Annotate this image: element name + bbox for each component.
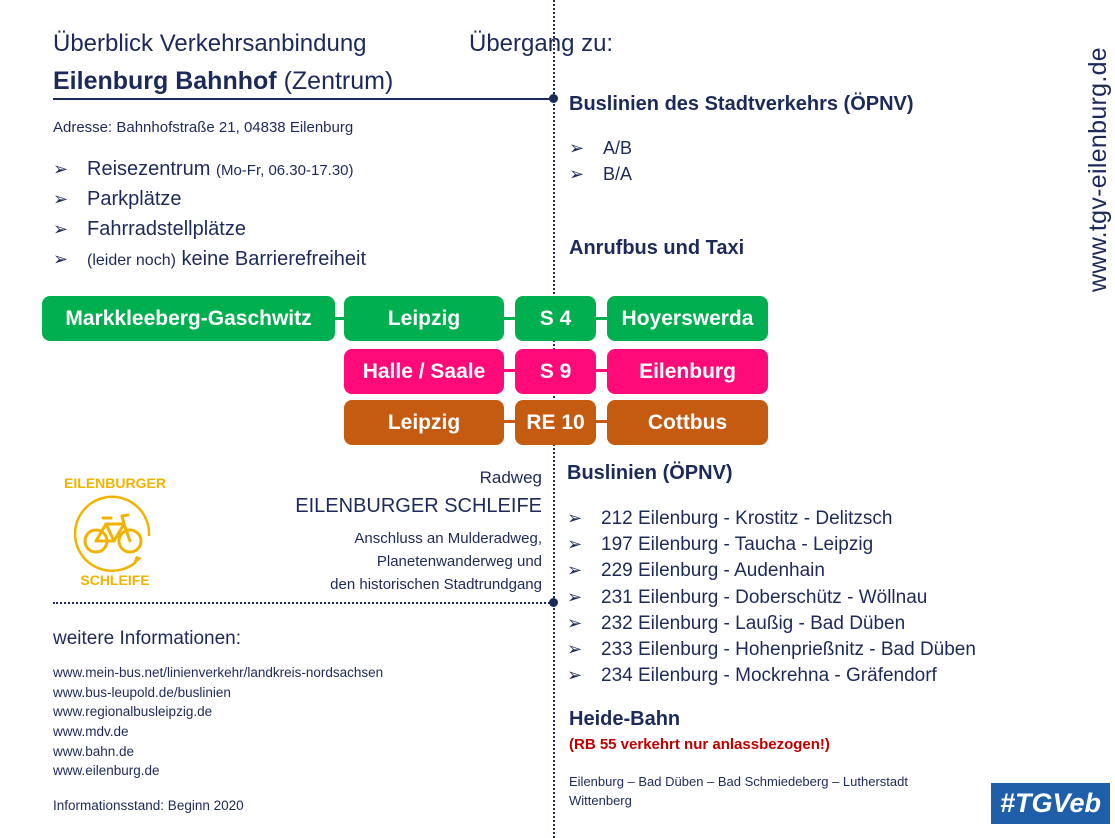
bullet-arrow-icon: ➢: [53, 249, 69, 269]
s4-line-badge: S 4: [515, 296, 596, 341]
bus-line-item: ➢ 234 Eilenburg - Mockrehna - Gräfendorf: [567, 665, 937, 687]
logo-text-top: EILENBURGER: [64, 475, 166, 491]
info-link[interactable]: www.mdv.de: [53, 724, 129, 740]
bus-line-item: ➢ 212 Eilenburg - Krostitz - Delitzsch: [567, 508, 893, 529]
bullet-arrow-icon: ➢: [53, 219, 69, 239]
bus-line-item: ➢ 229 Eilenburg - Audenhain: [567, 560, 825, 582]
facility-item: ➢ (leider noch) keine Barrierefreiheit: [53, 248, 367, 270]
cycle-route-desc: den historischen Stadtrundgang: [330, 576, 542, 593]
bullet-arrow-icon: ➢: [569, 164, 585, 184]
heide-bahn-route: Wittenberg: [569, 793, 632, 808]
header-underline: [53, 98, 553, 100]
bus-line-item: ➢ 233 Eilenburg - Hohenprießnitz - Bad Düben: [567, 638, 976, 660]
info-link[interactable]: www.regionalbusleipzig.de: [53, 704, 213, 720]
bus-line-item: ➢ 232 Eilenburg - Laußig - Bad Düben: [567, 612, 906, 634]
bullet-arrow-icon: ➢: [53, 189, 69, 209]
s4-station-markkleeberg: Markkleeberg-Gaschwitz: [42, 296, 335, 341]
facility-item: ➢ Parkplätze: [53, 188, 182, 210]
station-suffix: (Zentrum): [283, 67, 394, 95]
facility-item: ➢ Reisezentrum (Mo-Fr, 06.30-17.30): [53, 158, 354, 180]
hashtag-badge: #TGVeb: [991, 783, 1110, 824]
city-bus-line: ➢ A/B: [569, 138, 633, 158]
bus-line-item: ➢ 197 Eilenburg - Taucha - Leipzig: [567, 534, 874, 556]
re10-station-leipzig: Leipzig: [344, 400, 504, 445]
s4-station-leipzig: Leipzig: [344, 296, 504, 341]
cycle-route-label: Radweg: [479, 468, 542, 487]
info-link[interactable]: www.bus-leupold.de/buslinien: [53, 684, 231, 700]
bullet-arrow-icon: ➢: [567, 638, 583, 659]
logo-text-bottom: SCHLEIFE: [80, 572, 150, 588]
overview-title: Überblick Verkehrsanbindung: [53, 30, 367, 57]
on-call-title: Anrufbus und Taxi: [569, 237, 745, 259]
address: Adresse: Bahnhofstraße 21, 04838 Eilenburg: [53, 119, 354, 136]
bus-line-item: ➢ 231 Eilenburg - Doberschütz - Wöllnau: [567, 586, 928, 608]
heide-bahn-notice: (RB 55 verkehrt nur anlassbezogen!): [569, 736, 830, 753]
info-link[interactable]: www.bahn.de: [53, 743, 135, 759]
heide-bahn-route: Eilenburg – Bad Düben – Bad Schmiedeberg – Lutherstadt: [569, 774, 908, 789]
info-link[interactable]: www.eilenburg.de: [53, 763, 160, 779]
facility-item: ➢ Fahrradstellplätze: [53, 218, 246, 240]
cycle-route-name: EILENBURGER SCHLEIFE: [295, 495, 542, 517]
cycle-route-desc: Anschluss an Mulderadweg,: [354, 530, 542, 547]
info-links: [53, 665, 383, 783]
s9-station-eilenburg: Eilenburg: [607, 349, 768, 394]
bullet-arrow-icon: ➢: [569, 138, 585, 158]
junction-dot: [549, 598, 558, 607]
bicycle-icon: [74, 494, 154, 574]
bullet-arrow-icon: ➢: [567, 534, 583, 555]
info-date: Informationsstand: Beginn 2020: [53, 798, 244, 813]
bullet-arrow-icon: ➢: [567, 665, 583, 686]
bullet-arrow-icon: ➢: [567, 560, 583, 581]
info-link[interactable]: www.mein-bus.net/linienverkehr/landkreis-nordsachsen: [53, 665, 384, 680]
re10-line-badge: RE 10: [515, 400, 596, 445]
bullet-arrow-icon: ➢: [567, 612, 583, 633]
bullet-arrow-icon: ➢: [567, 508, 583, 528]
bullet-arrow-icon: ➢: [53, 159, 69, 179]
s9-station-halle: Halle / Saale: [344, 349, 504, 394]
regional-bus-title: Buslinien (ÖPNV): [567, 462, 733, 484]
heide-bahn-title: Heide-Bahn: [569, 708, 681, 730]
station-name: Eilenburg Bahnhof: [53, 67, 277, 95]
city-bus-title: Buslinien des Stadtverkehrs (ÖPNV): [569, 93, 914, 115]
station-title: [53, 67, 393, 96]
junction-dot: [549, 94, 558, 103]
website-vertical: www.tgv-eilenburg.de: [1084, 46, 1112, 292]
s4-station-hoyerswerda: Hoyerswerda: [607, 296, 768, 341]
city-bus-line: ➢ B/A: [569, 164, 633, 184]
cycle-route-desc: Planetenwanderweg und: [376, 553, 542, 570]
re10-station-cottbus: Cottbus: [607, 400, 768, 445]
transition-title: Übergang zu:: [469, 30, 614, 57]
regional-bus-list: [567, 508, 976, 691]
horizontal-divider: [53, 602, 553, 604]
s9-line-badge: S 9: [515, 349, 596, 394]
bullet-arrow-icon: ➢: [567, 586, 583, 607]
more-info-title: weitere Informationen:: [53, 628, 241, 649]
